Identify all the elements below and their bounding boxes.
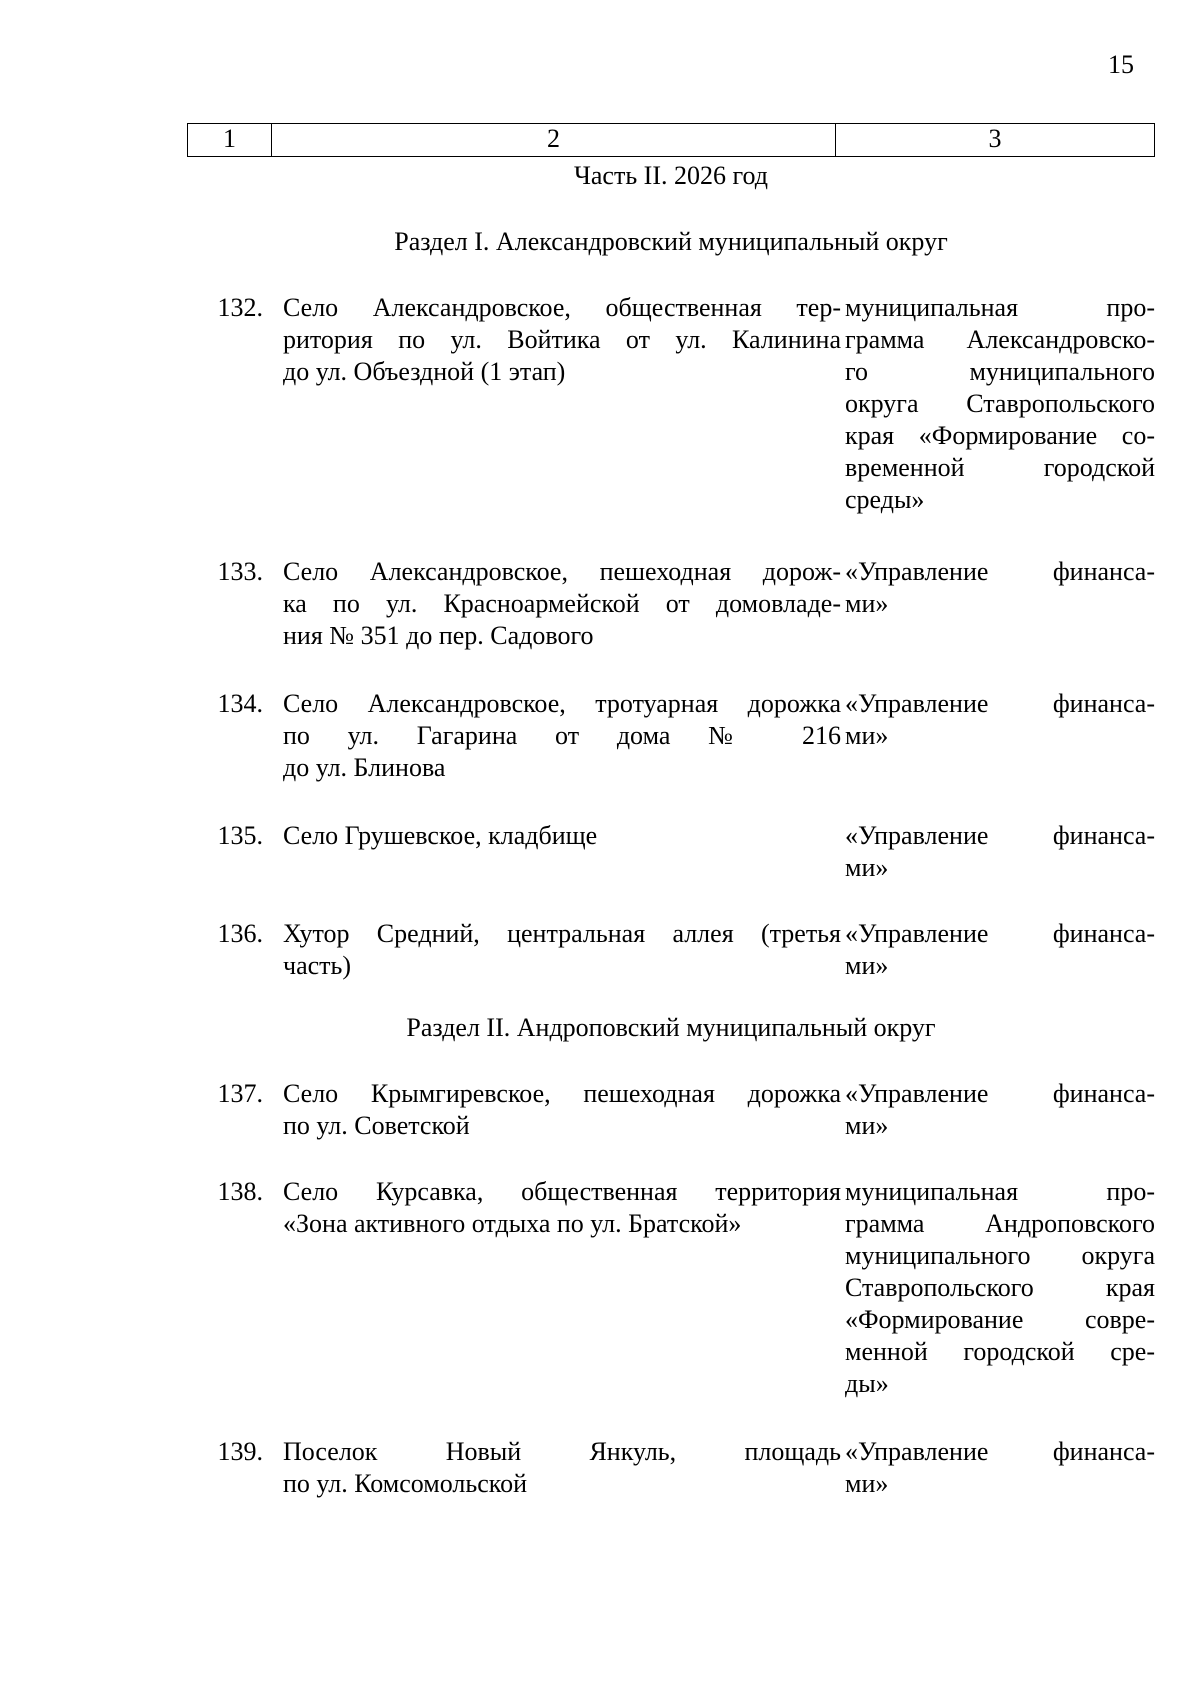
column-header-table (187, 123, 1155, 157)
object-name (283, 820, 841, 852)
funding-source-line: округа Ставропольского (845, 389, 1155, 418)
object-name (283, 918, 841, 982)
object-name-line: Село Курсавка, общественная территория (283, 1177, 841, 1206)
funding-source (845, 292, 1155, 516)
object-name-line: Хутор Средний, центральная аллея (третья (283, 919, 841, 948)
funding-source (845, 556, 1155, 620)
funding-source-line: ми» (845, 589, 889, 618)
object-name-line: по ул. Комсомольской (283, 1469, 528, 1498)
row-number: 134. (217, 689, 263, 718)
funding-source-line: муниципального округа (845, 1241, 1155, 1270)
object-name-line: ка по ул. Красноармейской от домовладе- (283, 589, 841, 618)
object-name (283, 1078, 841, 1142)
funding-source-line: «Управление финанса- (845, 821, 1155, 850)
object-name-line: по ул. Советской (283, 1111, 470, 1140)
funding-source (845, 1176, 1155, 1400)
column-header-3: 3 (988, 124, 1002, 153)
funding-source-line: грамма Александровско- (845, 325, 1155, 354)
funding-source-line: ми» (845, 951, 889, 980)
funding-source-line: края «Формирование со- (845, 421, 1155, 450)
object-name-line: Поселок Новый Янкуль, площадь (283, 1437, 841, 1466)
funding-source-line: «Управление финанса- (845, 689, 1155, 718)
funding-source-line: «Управление финанса- (845, 1437, 1155, 1466)
row-number: 136. (217, 919, 263, 948)
funding-source-line: ми» (845, 721, 889, 750)
object-name-line: «Зона активного отдыха по ул. Братской» (283, 1209, 742, 1238)
section-title: Раздел II. Андроповский муниципальный округ (406, 1013, 936, 1042)
object-name-line: до ул. Объездной (1 этап) (283, 357, 566, 386)
funding-source-line: го муниципального (845, 357, 1155, 386)
object-name-line: Село Грушевское, кладбище (283, 821, 598, 850)
object-name-line: ния № 351 до пер. Садового (283, 621, 594, 650)
page-number: 15 (1108, 50, 1134, 79)
funding-source (845, 918, 1155, 982)
funding-source (845, 1436, 1155, 1500)
row-number: 137. (217, 1079, 263, 1108)
object-name-line: до ул. Блинова (283, 753, 446, 782)
part-title: Часть II. 2026 год (573, 161, 768, 190)
funding-source (845, 820, 1155, 884)
funding-source-line: Ставропольского края (845, 1273, 1155, 1302)
row-number: 133. (217, 557, 263, 586)
funding-source-line: среды» (845, 485, 925, 514)
row-number: 132. (217, 293, 263, 322)
row-number: 138. (217, 1177, 263, 1206)
funding-source-line: «Формирование совре- (845, 1305, 1155, 1334)
funding-source-line: «Управление финанса- (845, 557, 1155, 586)
object-name-line: по ул. Гагарина от дома № 216 (283, 721, 841, 750)
funding-source-line: временной городской (845, 453, 1155, 482)
funding-source (845, 1078, 1155, 1142)
object-name (283, 688, 841, 784)
object-name-line: ритория по ул. Войтика от ул. Калинина (283, 325, 841, 354)
funding-source-line: ми» (845, 1469, 889, 1498)
funding-source (845, 688, 1155, 752)
funding-source-line: ды» (845, 1369, 889, 1398)
object-name-line: Село Александровское, пешеходная дорож- (283, 557, 841, 586)
object-name (283, 556, 841, 652)
object-name-line: часть) (283, 951, 352, 980)
object-name (283, 1176, 841, 1240)
funding-source-line: менной городской сре- (845, 1337, 1155, 1366)
object-name-line: Село Александровское, общественная тер- (283, 293, 841, 322)
object-name (283, 292, 841, 388)
object-name-line: Село Александровское, тротуарная дорожка (283, 689, 841, 718)
funding-source-line: ми» (845, 853, 889, 882)
funding-source-line: муниципальная про- (845, 293, 1155, 322)
funding-source-line: «Управление финанса- (845, 1079, 1155, 1108)
column-header-1: 1 (188, 124, 272, 156)
object-name (283, 1436, 841, 1500)
section-title: Раздел I. Александровский муниципальный округ (394, 227, 948, 256)
row-number: 139. (217, 1437, 263, 1466)
funding-source-line: грамма Андроповского (845, 1209, 1155, 1238)
funding-source-line: ми» (845, 1111, 889, 1140)
funding-source-line: муниципальная про- (845, 1177, 1155, 1206)
funding-source-line: «Управление финанса- (845, 919, 1155, 948)
row-number: 135. (217, 821, 263, 850)
column-header-2: 2 (272, 124, 836, 156)
object-name-line: Село Крымгиревское, пешеходная дорожка (283, 1079, 841, 1108)
